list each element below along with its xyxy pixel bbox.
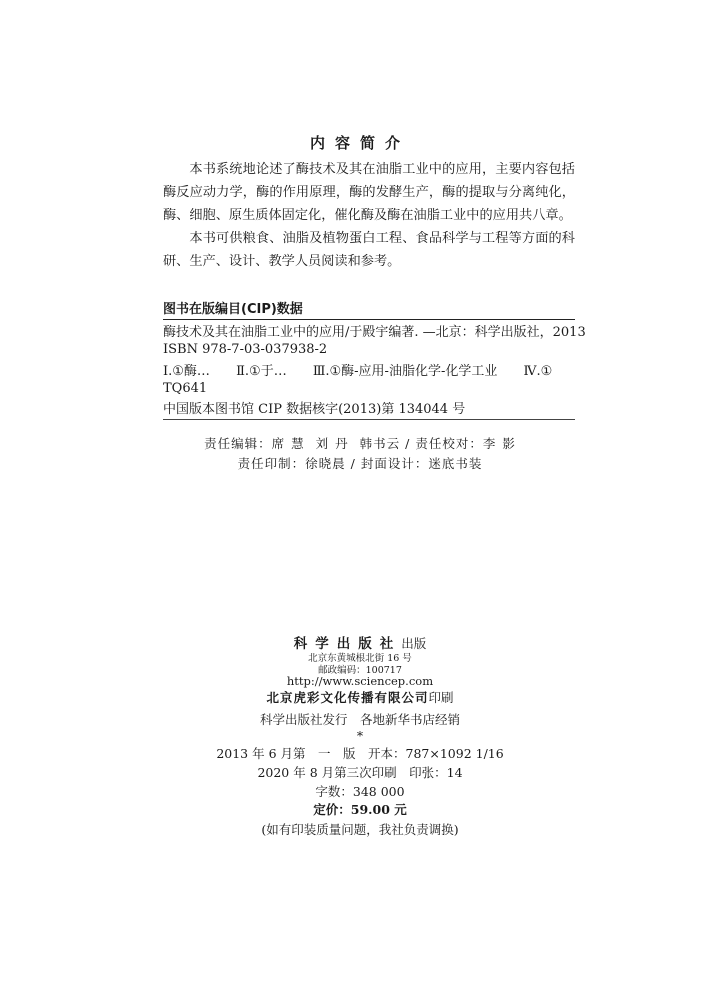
credits-line-2: 责任印制：徐晓晨 / 封面设计：迷底书装 — [237, 456, 483, 471]
cip-heading: 图书在版编目(CIP)数据 — [163, 302, 303, 317]
credits-line-1 — [0, 434, 720, 452]
printer-line — [0, 688, 720, 706]
price: 定价：59.00 元 — [313, 802, 407, 817]
cip-class-cont: TQ641 — [163, 381, 208, 396]
cip-classification — [163, 363, 575, 397]
printer-suffix: 印刷 — [428, 690, 454, 705]
cip-top-rule — [163, 319, 575, 320]
credit-part: 影 — [502, 436, 516, 451]
edition-info: 2013 年 6 月第 一 版 开本：787×1092 1/16 — [216, 746, 504, 761]
credit-part: 刘 — [315, 436, 330, 451]
credit-part: 丹 — [335, 436, 349, 451]
cip-isbn: ISBN 978-7-03-037938-2 — [163, 342, 328, 357]
quality-note: (如有印装质量问题，我社负责调换) — [261, 822, 459, 837]
cip-record-title: 酶技术及其在油脂工业中的应用/于殿宇编著. —北京：科学出版社，2013 — [163, 325, 586, 340]
cip-data-number: 中国版本图书馆 CIP 数据核字(2013)第 134044 号 — [163, 402, 466, 417]
publisher-address: 北京东黄城根北街 16 号 — [308, 653, 412, 664]
cip-class-3: Ⅲ.①酶-应用-油脂化学-化学工业 — [312, 364, 498, 379]
intro-title: 内容简介 — [309, 134, 410, 152]
credit-part: 责任编辑：席 — [204, 436, 286, 451]
cip-class-2: Ⅱ.①于… — [236, 364, 287, 379]
cip-class-4: Ⅳ.① — [523, 364, 553, 379]
publisher-suffix: 出版 — [401, 636, 427, 651]
word-count: 字数：348 000 — [315, 784, 405, 799]
intro-paragraph-2: 本书可供粮食、油脂及植物蛋白工程、食品科学与工程等方面的科研、生产、设计、教学人员阅读和参考。 — [163, 231, 575, 269]
publisher-name: 科学出版社 — [293, 636, 402, 652]
cip-record — [163, 324, 586, 358]
publisher-website: http://www.sciencep.com — [286, 674, 434, 688]
credit-part: 慧 — [291, 436, 305, 451]
cip-bottom-rule — [163, 419, 575, 420]
intro-paragraph-1: 本书系统地论述了酶技术及其在油脂工业中的应用，主要内容包括酶反应动力学，酶的作用原理，酶的发酵生产，酶的提取与分离纯化，酶、细胞、原生质体固定化，催化酶及酶在油脂工业中的应用共八章。 — [163, 162, 575, 223]
credit-part: 韩书云 / 责任校对：李 — [359, 436, 497, 451]
distribution: 科学出版社发行 各地新华书店经销 — [259, 712, 460, 727]
publisher-postcode: 邮政编码：100717 — [318, 665, 402, 676]
printer-name: 北京虎彩文化传播有限公司 — [266, 690, 429, 705]
printing-info: 2020 年 8 月第三次印刷 印张：14 — [257, 765, 463, 780]
separator-star: * — [356, 728, 364, 743]
cip-class-1: Ⅰ.①酶… — [163, 364, 210, 379]
intro-body — [163, 158, 575, 273]
publisher-line — [0, 632, 720, 652]
